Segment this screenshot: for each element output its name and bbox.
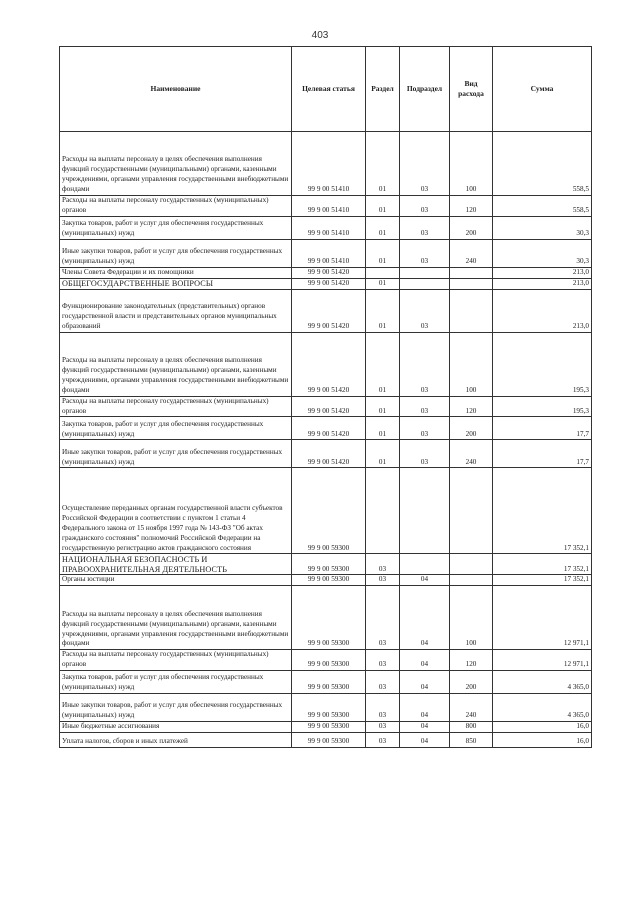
subsection-cell: 03 [400, 132, 450, 196]
sum-cell: 213,0 [493, 289, 592, 332]
table-row [60, 332, 592, 396]
section-cell: 01 [366, 278, 400, 289]
expense-type-cell: 240 [450, 694, 493, 722]
table-header-row [60, 47, 592, 132]
table-row [60, 575, 592, 586]
expense-type-cell [450, 278, 493, 289]
table-row [60, 278, 592, 289]
expense-type-cell: 120 [450, 396, 493, 417]
target-article-cell: 99 9 00 59300 [292, 650, 366, 671]
section-cell: 03 [366, 671, 400, 694]
sum-cell: 213,0 [493, 278, 592, 289]
row-name-cell: Расходы на выплаты персоналу в целях обеспечения выполнения функций государственными (муниципальными) органами, казенными учреждениями, органами управления государственными внебюджетными фондами [60, 132, 292, 196]
section-cell: 01 [366, 216, 400, 239]
subsection-cell: 03 [400, 332, 450, 396]
subsection-cell: 03 [400, 239, 450, 267]
section-cell: 03 [366, 586, 400, 650]
table-row [60, 468, 592, 554]
subsection-cell: 03 [400, 289, 450, 332]
section-cell: 01 [366, 196, 400, 217]
row-name-cell: Расходы на выплаты персоналу государственных (муниципальных) органов [60, 196, 292, 217]
section-cell: 03 [366, 575, 400, 586]
row-name-cell: Функционирование законодательных (представительных) органов государственной власти и представительных органов муниципальных образований [60, 289, 292, 332]
sum-cell: 30,3 [493, 239, 592, 267]
row-name-cell: Закупка товаров, работ и услуг для обеспечения государственных (муниципальных) нужд [60, 417, 292, 440]
target-article-cell: 99 9 00 51420 [292, 417, 366, 440]
table-row [60, 267, 592, 278]
sum-cell: 558,5 [493, 132, 592, 196]
sum-cell: 16,0 [493, 722, 592, 733]
header-name: Наименование [60, 47, 292, 132]
table-row [60, 586, 592, 650]
page-number: 403 [311, 30, 329, 41]
target-article-cell: 99 9 00 51420 [292, 396, 366, 417]
sum-cell: 4 365,0 [493, 694, 592, 722]
section-cell: 01 [366, 417, 400, 440]
sum-cell: 17,7 [493, 417, 592, 440]
sum-cell: 17 352,1 [493, 575, 592, 586]
subsection-cell: 04 [400, 650, 450, 671]
section-cell: 01 [366, 396, 400, 417]
target-article-cell: 99 9 00 59300 [292, 671, 366, 694]
section-cell: 03 [366, 554, 400, 575]
target-article-cell: 99 9 00 51420 [292, 332, 366, 396]
subsection-cell: 03 [400, 396, 450, 417]
row-name-cell: Закупка товаров, работ и услуг для обеспечения государственных (муниципальных) нужд [60, 671, 292, 694]
sum-cell: 558,5 [493, 196, 592, 217]
target-article-cell: 99 9 00 59300 [292, 733, 366, 748]
sum-cell: 12 971,1 [493, 586, 592, 650]
row-name-cell: Закупка товаров, работ и услуг для обеспечения государственных (муниципальных) нужд [60, 216, 292, 239]
target-article-cell: 99 9 00 51420 [292, 267, 366, 278]
target-article-cell: 99 9 00 59300 [292, 575, 366, 586]
table-body [60, 132, 592, 748]
row-name-cell: Иные закупки товаров, работ и услуг для обеспечения государственных (муниципальных) нужд [60, 440, 292, 468]
target-article-cell: 99 9 00 59300 [292, 586, 366, 650]
section-cell: 03 [366, 733, 400, 748]
expense-type-cell [450, 267, 493, 278]
section-cell: 01 [366, 132, 400, 196]
expense-type-cell [450, 468, 493, 554]
row-name-cell: Расходы на выплаты персоналу в целях обеспечения выполнения функций государственными (муниципальными) органами, казенными учреждениями, органами управления государственными внебюджетными фондами [60, 586, 292, 650]
table-row [60, 440, 592, 468]
expense-type-cell [450, 554, 493, 575]
header-sum: Сумма [493, 47, 592, 132]
target-article-cell: 99 9 00 51410 [292, 239, 366, 267]
table-row [60, 132, 592, 196]
expense-type-cell: 200 [450, 417, 493, 440]
section-cell: 03 [366, 650, 400, 671]
section-cell [366, 267, 400, 278]
subsection-cell: 04 [400, 575, 450, 586]
subsection-cell: 04 [400, 722, 450, 733]
target-article-cell: 99 9 00 51410 [292, 132, 366, 196]
target-article-cell: 99 9 00 59300 [292, 554, 366, 575]
expense-type-cell: 120 [450, 650, 493, 671]
row-name-cell: Иные закупки товаров, работ и услуг для обеспечения государственных (муниципальных) нужд [60, 239, 292, 267]
subsection-cell [400, 468, 450, 554]
table-row [60, 396, 592, 417]
subsection-cell [400, 554, 450, 575]
sum-cell: 17,7 [493, 440, 592, 468]
row-name-cell: Члены Совета Федерации и их помощники [60, 267, 292, 278]
row-name-cell: Органы юстиции [60, 575, 292, 586]
target-article-cell: 99 9 00 51420 [292, 278, 366, 289]
subsection-cell: 03 [400, 216, 450, 239]
expense-type-cell: 800 [450, 722, 493, 733]
header-expense-type: Вид расхода [450, 47, 493, 132]
row-name-cell: Иные бюджетные ассигнования [60, 722, 292, 733]
expense-type-cell: 100 [450, 586, 493, 650]
section-cell [366, 468, 400, 554]
header-target-article: Целевая статья [292, 47, 366, 132]
row-name-cell: Расходы на выплаты персоналу в целях обеспечения выполнения функций государственными (муниципальными) органами, казенными учреждениями, органами управления государственными внебюджетными фондами [60, 332, 292, 396]
subsection-cell: 03 [400, 440, 450, 468]
sum-cell: 12 971,1 [493, 650, 592, 671]
table-row [60, 650, 592, 671]
sum-cell: 213,0 [493, 267, 592, 278]
table-row [60, 239, 592, 267]
section-cell: 01 [366, 289, 400, 332]
table-row [60, 694, 592, 722]
sum-cell: 16,0 [493, 733, 592, 748]
subsection-cell [400, 278, 450, 289]
section-cell: 03 [366, 722, 400, 733]
table-row [60, 289, 592, 332]
table-row [60, 671, 592, 694]
sum-cell: 17 352,1 [493, 554, 592, 575]
table-row [60, 196, 592, 217]
target-article-cell: 99 9 00 51420 [292, 289, 366, 332]
row-name-cell: Расходы на выплаты персоналу государственных (муниципальных) органов [60, 396, 292, 417]
row-name-cell: Иные закупки товаров, работ и услуг для обеспечения государственных (муниципальных) нужд [60, 694, 292, 722]
sum-cell: 195,3 [493, 396, 592, 417]
sum-cell: 17 352,1 [493, 468, 592, 554]
expense-type-cell: 200 [450, 671, 493, 694]
section-cell: 01 [366, 332, 400, 396]
target-article-cell: 99 9 00 51410 [292, 216, 366, 239]
section-cell: 01 [366, 440, 400, 468]
target-article-cell: 99 9 00 59300 [292, 722, 366, 733]
expense-type-cell [450, 575, 493, 586]
row-name-cell: Осуществление переданных органам государственной власти субъектов Российской Федерации в соответствии с пунктом 1 статьи 4 Федерального закона от 15 ноября 1997 года № 143-ФЗ "Об актах гражданского состояния" полномочий Российской Федерации на государственную регистрацию актов гражданского состояния [60, 468, 292, 554]
subsection-cell [400, 267, 450, 278]
sum-cell: 30,3 [493, 216, 592, 239]
sum-cell: 195,3 [493, 332, 592, 396]
subsection-cell: 04 [400, 694, 450, 722]
target-article-cell: 99 9 00 59300 [292, 694, 366, 722]
expense-type-cell: 240 [450, 440, 493, 468]
expense-type-cell: 100 [450, 132, 493, 196]
target-article-cell: 99 9 00 51420 [292, 440, 366, 468]
header-subsection: Подраздел [400, 47, 450, 132]
sum-cell: 4 365,0 [493, 671, 592, 694]
table-row [60, 216, 592, 239]
table-row [60, 554, 592, 575]
expense-type-cell: 120 [450, 196, 493, 217]
subsection-cell: 04 [400, 586, 450, 650]
table-row [60, 733, 592, 748]
subsection-cell: 03 [400, 417, 450, 440]
row-name-cell: Расходы на выплаты персоналу государственных (муниципальных) органов [60, 650, 292, 671]
subsection-cell: 04 [400, 671, 450, 694]
expense-type-cell: 100 [450, 332, 493, 396]
row-name-cell: НАЦИОНАЛЬНАЯ БЕЗОПАСНОСТЬ И ПРАВООХРАНИТЕЛЬНАЯ ДЕЯТЕЛЬНОСТЬ [60, 554, 292, 575]
expense-type-cell: 240 [450, 239, 493, 267]
section-cell: 01 [366, 239, 400, 267]
expense-type-cell: 200 [450, 216, 493, 239]
subsection-cell: 03 [400, 196, 450, 217]
table-row [60, 417, 592, 440]
target-article-cell: 99 9 00 59300 [292, 468, 366, 554]
row-name-cell: ОБЩЕГОСУДАРСТВЕННЫЕ ВОПРОСЫ [60, 278, 292, 289]
row-name-cell: Уплата налогов, сборов и иных платежей [60, 733, 292, 748]
budget-table [59, 46, 592, 748]
expense-type-cell [450, 289, 493, 332]
table-row [60, 722, 592, 733]
subsection-cell: 04 [400, 733, 450, 748]
header-section: Раздел [366, 47, 400, 132]
expense-type-cell: 850 [450, 733, 493, 748]
section-cell: 03 [366, 694, 400, 722]
target-article-cell: 99 9 00 51410 [292, 196, 366, 217]
